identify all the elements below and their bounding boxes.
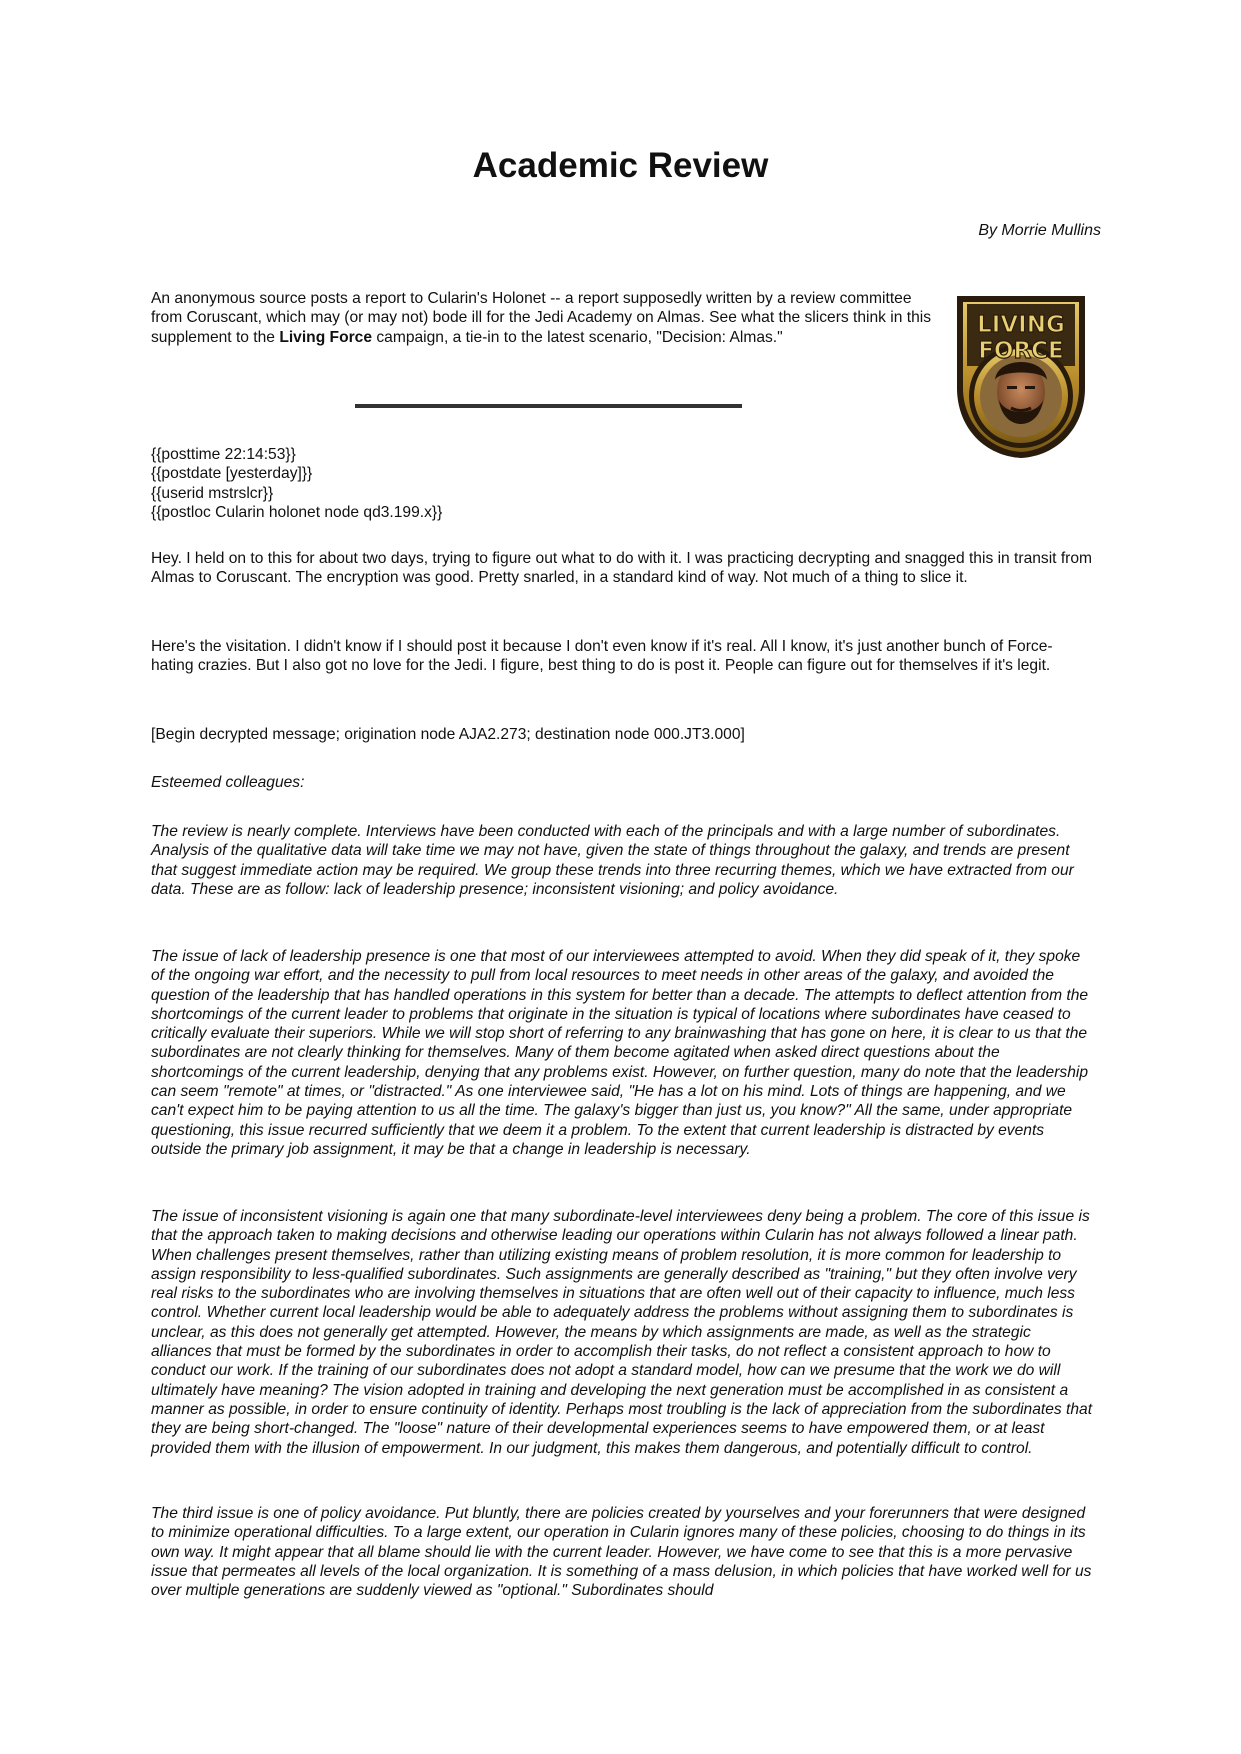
intro-paragraph: [151, 289, 941, 347]
intro-text-bold: Living Force: [279, 328, 373, 346]
post-metadata: [151, 445, 442, 522]
intro-text-before: An anonymous source posts a report to Cularin's Holonet -- a report supposedly written by a review committee from Coruscant, which may (or may not) bode ill for the Jedi Academy on Almas. See what the slicers think in this supplement to the: [151, 290, 932, 346]
paragraph-leadership-presence: [151, 947, 1095, 1159]
living-force-logo-icon: [953, 292, 1089, 460]
logo-bottom-text: FORCE: [978, 338, 1064, 364]
paragraph-salutation: [151, 773, 1095, 792]
paragraph-text: Here's the visitation. I didn't know if I should post it because I don't even know if it's real. All I know, it's just another bunch of Force-hating crazies. But I also got no love for the Jedi. I figure, best thing to do is post it. People can figure out for themselves if it's legit.: [151, 638, 1053, 675]
paragraph-text: [Begin decrypted message; origination node AJA2.273; destination node 000.JT3.000]: [151, 726, 745, 743]
paragraph-visitation: [151, 637, 1095, 676]
paragraph-text: The review is nearly complete. Interviews have been conducted with each of the principals and with a large number of subordinates. Analysis of the qualitative data will take time we may not have, given the state of things throughout the galaxy, and trends are present that suggest immediate action may be required. We group these trends into three recurring themes, which we have extracted from our data. These are as follow: lack of leadership presence; inconsistent visioning; and policy avoidance.: [151, 823, 1074, 898]
intro-text-after: campaign, a tie-in to the latest scenario, "Decision: Almas.": [372, 328, 783, 346]
paragraph-text: Esteemed colleagues:: [151, 774, 305, 791]
paragraph-policy-avoidance: [151, 1504, 1095, 1600]
post-time: {{posttime 22:14:53}}: [151, 446, 296, 463]
paragraph-inconsistent-visioning: [151, 1207, 1095, 1458]
paragraph-review-summary: [151, 822, 1095, 899]
logo-top-text: LIVING: [977, 312, 1065, 338]
byline: By Morrie Mullins: [978, 222, 1101, 239]
paragraph-text: The third issue is one of policy avoidance. Put bluntly, there are policies created by yourselves and your forerunners that were designed to minimize operational difficulties. To a large extent, our operation in Cularin ignores many of these policies, choosing to do things in its own way. It might appear that all blame should lie with the current leader. However, we have come to see that this is a more pervasive issue that permeates all levels of the local organization. It is something of a mass delusion, in which policies that have worked well for us over multiple generations are suddenly viewed as "optional." Subordinates should: [151, 1505, 1092, 1600]
page-title: Academic Review: [472, 146, 769, 185]
paragraph-slicer-intro: [151, 549, 1095, 588]
paragraph-text: The issue of lack of leadership presence is one that most of our interviewees attempted to avoid. When they did speak of it, they spoke of the ongoing war effort, and the necessity to pull from local resources to meet needs in other areas of the galaxy, and avoided the question of the leadership that has handled operations in this system for better than a decade. The attempts to deflect attention from the shortcomings of the current leader to problems that originate in the situation is typical of locations where subordinates have ceased to critically evaluate their superiors. While we will stop short of referring to any brainwashing that has gone on here, it is clear to us that the subordinates are not clearly thinking for themselves. Many of them become agitated when asked direct questions about the shortcomings of the current leadership, denying that any problems exist. However, on further question, many do note that the leadership can seem "remote" at times, or "distracted." As one interviewee said, "He has a lot on his mind. Lots of things are happening, and we can't expect him to be paying attention to us all the time. The galaxy's bigger than just us, you know?" All the same, under appropriate questioning, this issue recurred sufficiently that we deem it a problem. To the extent that current leadership is distracted by events outside the primary job assignment, it may be that a change in leadership is necessary.: [151, 948, 1089, 1158]
paragraph-decrypt-header: [151, 725, 1095, 744]
post-userid: {{userid mstrslcr}}: [151, 484, 274, 502]
paragraph-text: The issue of inconsistent visioning is again one that many subordinate-level interviewees deny being a problem. The core of this issue is that the approach taken to making decisions and otherwise leading our operations within Cularin has not always followed a linear path. When challenges present themselves, rather than utilizing existing means of problem resolution, it is more common for leadership to assign responsibility to less-qualified subordinates. Such assignments are generally described as "training," but they often involve very real risks to the subordinates who are involving themselves in situations that are often well out of their capacity to influence, much less control. Whether current local leadership would be able to adequately address the problems without assigning them to subordinates is unclear, as this does not generally get attempted. However, the means by which assignments are made, as well as the strategic alliances that must be formed by the subordinates in order to accomplish their tasks, do not reflect a consistent approach to how to conduct our work. If the training of our subordinates does not adopt a standard model, how can we presume that the work we do will ultimately have meaning? The vision adopted in training and developing the next generation must be accomplished in as consistent a manner as possible, in order to ensure continuity of identity. Perhaps most troubling is the lack of appreciation from the subordinates that they are being short-changed. The "loose" nature of their developmental experiences seems to have empowered them, or at least provided them with the illusion of empowerment. In our judgment, this makes them dangerous, and potentially difficult to control.: [151, 1208, 1093, 1457]
post-location: {{postloc Cularin holonet node qd3.199.x}}: [151, 503, 443, 521]
paragraph-text: Hey. I held on to this for about two days, trying to figure out what to do with it. I was practicing decrypting and snagged this in transit from Almas to Coruscant. The encryption was good. Pretty snarled, in a standard kind of way. Not much of a thing to slice it.: [151, 550, 1093, 587]
horizontal-divider: [355, 404, 742, 408]
post-date: {{postdate [yesterday]}}: [151, 465, 313, 483]
